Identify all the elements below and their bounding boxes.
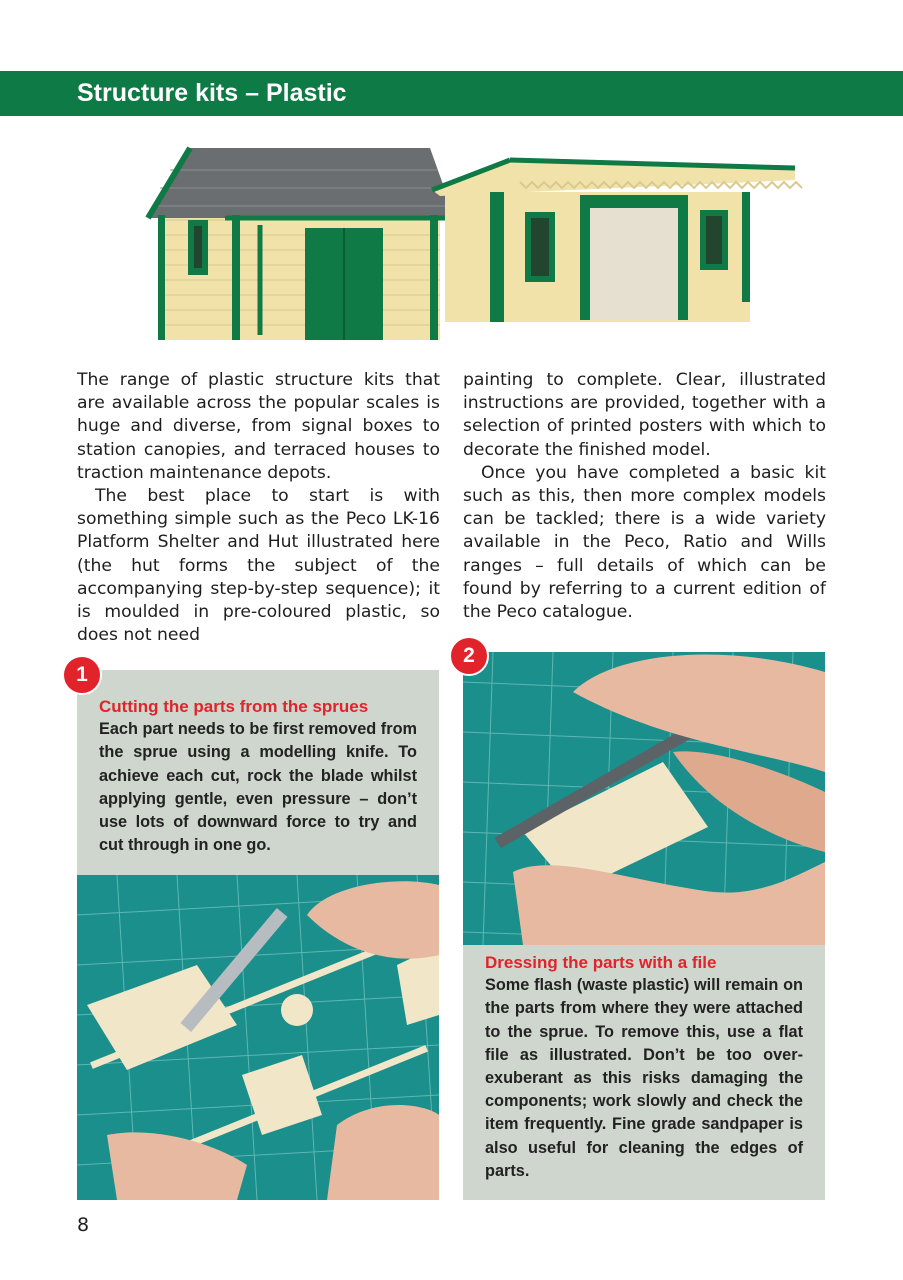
body-paragraph: The best place to start is with something simple such as the Peco LK-16 Platform Shelter and Hut illustrated here (the hut forms the subject of the accompanying step-by-step sequence); it is moulded in pre-coloured plastic, so does not need [77,486,440,646]
body-paragraph: Once you have completed a basic kit such as this, then more complex models can be tackled; there is a wide variety available in the Peco, Ratio and Wills ranges – full details of which can be found by referring to a current edition of the Peco catalogue. [463,462,826,623]
body-paragraph: painting to complete. Clear, illustrated instructions are provided, together with a selection of printed posters with which to decorate the finished model. [463,370,826,460]
hero-photo-shelter-and-hut [120,130,820,360]
step-2-caption [485,951,803,1183]
step-1-number-badge: 1 [62,655,102,695]
step-1-caption [99,695,417,857]
step-2-text: Some flash (waste plastic) will remain on the parts from where they were attached to the sprue. To remove this, use a flat file as illustrated. Don’t be too over-exuberant as this risks damaging the components; work slowly and check the item frequently. Fine grade sandpaper is also useful for cleaning the edges of parts. [485,976,803,1180]
body-paragraph: The range of plastic structure kits that are available across the popular scales is huge and diverse, from signal boxes to station canopies, and terraced houses to traction maintenance depots. [77,370,440,483]
page-title: Structure kits – Plastic [77,79,347,107]
header-band [0,71,903,116]
body-column-right [463,369,826,624]
page-number: 8 [77,1214,90,1236]
shelter-model [432,160,802,322]
step-2-heading: Dressing the parts with a file [485,953,717,972]
hut-model [148,148,455,340]
step-2-number-badge: 2 [449,636,489,676]
step-1-text: Each part needs to be first removed from the sprue using a modelling knife. To achieve each cut, rock the blade whilst applying gentle, even pressure – don’t use lots of downward force to try and cut through in one go. [99,720,417,855]
step-1-heading: Cutting the parts from the sprues [99,697,369,716]
body-column-left [77,369,440,647]
step-1-photo-cutting-sprue [77,875,439,1200]
step-2-photo-filing-part [463,652,825,945]
